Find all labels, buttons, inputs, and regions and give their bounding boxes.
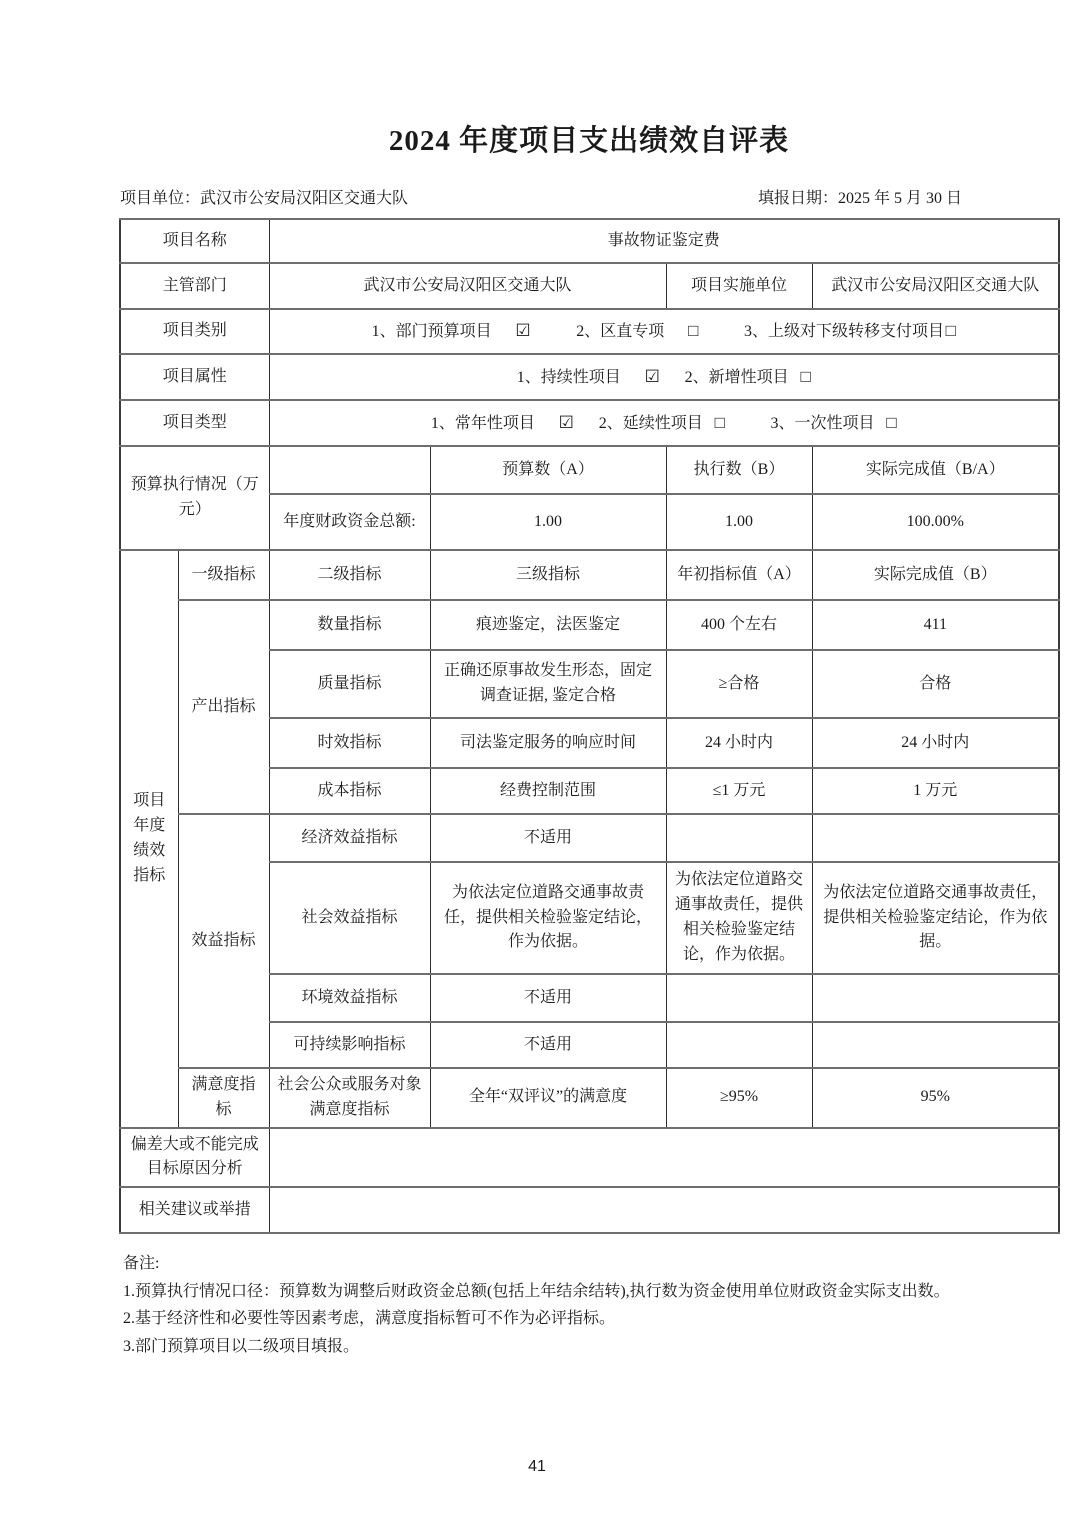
category-options: [269, 309, 1059, 354]
indicator-actual: 1 万元: [812, 768, 1059, 814]
indicator-actual: 合格: [812, 650, 1059, 718]
indicator-target: 24 小时内: [666, 718, 812, 768]
checkbox-checked-icon: ☑: [644, 366, 660, 386]
project-name-value: 事故物证鉴定费: [269, 219, 1059, 263]
indicator-l2: 质量指标: [269, 650, 430, 718]
indicator-actual: 为依法定位道路交通事故责任，提供相关检验鉴定结论，作为依据。: [812, 862, 1059, 974]
impl-unit-value: 武汉市公安局汉阳区交通大队: [812, 263, 1059, 309]
indicator-l3: 痕迹鉴定，法医鉴定: [430, 600, 666, 650]
table-row: [120, 219, 1059, 263]
checkbox-unchecked-icon: □: [886, 412, 897, 432]
header-level3: 三级指标: [430, 550, 666, 600]
option-label: 2、延续性项目: [598, 414, 703, 432]
option-extension-project: [599, 410, 725, 437]
indicator-l2: 可持续影响指标: [269, 1022, 430, 1068]
indicator-l2: 环境效益指标: [269, 974, 430, 1022]
impl-unit-label: 项目实施单位: [666, 263, 812, 309]
option-district-special: [576, 318, 698, 345]
dept-value: 武汉市公安局汉阳区交通大队: [269, 263, 666, 309]
indicator-l3: 经费控制范围: [430, 768, 666, 814]
suggestion-value: [269, 1187, 1059, 1233]
note-item-3: 3.部门预算项目以二级项目填报。: [123, 1337, 360, 1355]
indicator-l3: 正确还原事故发生形态，固定调查证据, 鉴定合格: [430, 650, 666, 718]
option-annual-project: [431, 410, 574, 437]
indicator-target: [666, 814, 812, 862]
table-row: [120, 446, 1059, 494]
budget-col-ba-header: 实际完成值（B/A）: [812, 446, 1059, 494]
benefit-indicator-label: 效益指标: [178, 814, 269, 1068]
footnotes: [123, 1250, 1043, 1360]
deviation-analysis-value: [269, 1128, 1059, 1188]
checkbox-unchecked-icon: □: [688, 321, 699, 341]
table-row: [120, 550, 1059, 600]
option-label: 1、常年性项目: [430, 414, 535, 432]
table-row: [120, 354, 1059, 400]
table-row: [120, 309, 1059, 354]
indicator-l2: 数量指标: [269, 600, 430, 650]
indicator-actual: 24 小时内: [812, 718, 1059, 768]
indicator-target: ≤1 万元: [666, 768, 812, 814]
annual-fund-total-label: 年度财政资金总额:: [269, 494, 430, 550]
indicator-l2: 社会效益指标: [269, 862, 430, 974]
indicator-l2: 经济效益指标: [269, 814, 430, 862]
budget-section-label: 预算执行情况（万元）: [120, 446, 269, 550]
table-row: [120, 1068, 1059, 1128]
suggestion-label: 相关建议或举措: [120, 1187, 269, 1233]
indicator-l3: 不适用: [430, 974, 666, 1022]
indicator-target: 400 个左右: [666, 600, 812, 650]
attribute-options: [269, 354, 1059, 400]
category-label: 项目类别: [120, 309, 269, 354]
checkbox-checked-icon: ☑: [515, 321, 531, 341]
indicator-l3: 为依法定位道路交通事故责任，提供相关检验鉴定结论，作为依据。: [430, 862, 666, 974]
indicator-actual: [812, 974, 1059, 1022]
table-row: [120, 814, 1059, 862]
checkbox-unchecked-icon: □: [714, 412, 725, 432]
budget-col-a-header: 预算数（A）: [430, 446, 666, 494]
project-unit-text: 项目单位：武汉市公安局汉阳区交通大队: [120, 190, 409, 207]
option-onetime-project: [771, 410, 897, 437]
budget-empty-cell: [269, 446, 430, 494]
indicator-actual: 411: [812, 600, 1059, 650]
indicator-actual: [812, 1022, 1059, 1068]
indicators-side-label: 项目年度绩效指标: [120, 550, 178, 1128]
notes-title: 备注:: [123, 1255, 160, 1273]
ptype-label: 项目类型: [120, 400, 269, 446]
page-title: 2024 年度项目支出绩效自评表: [388, 125, 790, 157]
table-row: [120, 600, 1059, 650]
indicator-target: 为依法定位道路交通事故责任，提供相关检验鉴定结论，作为依据。: [666, 862, 812, 974]
header-level2: 二级指标: [269, 550, 430, 600]
report-date-text: 填报日期：2025 年 5 月 30 日: [757, 190, 962, 207]
form-meta: [120, 185, 1058, 208]
page-number: 41: [528, 1458, 546, 1475]
option-label: 3、上级对下级转移支付项目: [743, 323, 944, 341]
option-label: 1、持续性项目: [516, 368, 621, 386]
indicator-actual: 95%: [812, 1068, 1059, 1128]
indicator-l2: 时效指标: [269, 718, 430, 768]
header-actual: 实际完成值（B）: [812, 550, 1059, 600]
indicator-l3: 司法鉴定服务的响应时间: [430, 718, 666, 768]
header-level1: 一级指标: [178, 550, 269, 600]
table-row: [120, 1128, 1059, 1188]
satisfaction-indicator-label: 满意度指标: [178, 1068, 269, 1128]
indicator-l3: 全年“双评议”的满意度: [430, 1068, 666, 1128]
dept-label: 主管部门: [120, 263, 269, 309]
option-label: 1、部门预算项目: [371, 323, 492, 341]
budget-amount-value: 1.00: [430, 494, 666, 550]
completion-rate-value: 100.00%: [812, 494, 1059, 550]
attribute-label: 项目属性: [120, 354, 269, 400]
deviation-analysis-label: 偏差大或不能完成目标原因分析: [120, 1128, 269, 1188]
indicator-target: [666, 1022, 812, 1068]
option-new-project: [685, 364, 811, 391]
checkbox-unchecked-icon: □: [945, 321, 956, 341]
note-item-1: 1.预算执行情况口径：预算数为调整后财政资金总额(包括上年结余结转),执行数为资金使用单位财政资金实际支出数。: [123, 1282, 950, 1300]
option-label: 2、新增性项目: [684, 368, 789, 386]
budget-col-b-header: 执行数（B）: [666, 446, 812, 494]
checkbox-checked-icon: ☑: [558, 412, 574, 432]
ptype-options: [269, 400, 1059, 446]
indicator-target: ≥合格: [666, 650, 812, 718]
indicator-l2: 成本指标: [269, 768, 430, 814]
option-label: 3、一次性项目: [770, 414, 875, 432]
note-item-2: 2.基于经济性和必要性等因素考虑，满意度指标暂可不作为必评指标。: [123, 1310, 616, 1328]
table-row: [120, 400, 1059, 446]
project-name-label: 项目名称: [120, 219, 269, 263]
indicator-l3: 不适用: [430, 1022, 666, 1068]
option-dept-budget-project: [372, 318, 531, 345]
option-transfer-payment: [744, 318, 956, 345]
indicator-target: ≥95%: [666, 1068, 812, 1128]
indicator-actual: [812, 814, 1059, 862]
indicator-l3: 不适用: [430, 814, 666, 862]
table-row: [120, 263, 1059, 309]
output-indicator-label: 产出指标: [178, 600, 269, 814]
header-target: 年初指标值（A）: [666, 550, 812, 600]
checkbox-unchecked-icon: □: [800, 366, 811, 386]
table-row: [120, 1187, 1059, 1233]
indicator-l2: 社会公众或服务对象满意度指标: [269, 1068, 430, 1128]
indicator-target: [666, 974, 812, 1022]
exec-amount-value: 1.00: [666, 494, 812, 550]
option-label: 2、区直专项: [576, 323, 665, 341]
option-continuous-project: [517, 364, 660, 391]
self-evaluation-table: [119, 218, 1060, 1234]
